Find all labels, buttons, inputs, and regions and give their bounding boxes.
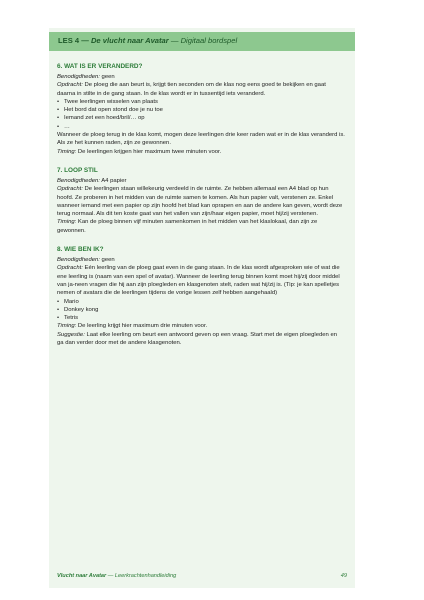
opdracht-label: Opdracht: — [57, 186, 83, 193]
section-7 — [57, 166, 345, 235]
list-item: • Twee leerlingen wisselen van plaats — [57, 98, 345, 106]
opdracht-text: De leerlingen staan willekeurig verdeeld in de ruimte. Ze hebben allemaal een A4 blad op hun hoofd. Ze proberen in het midden van de ruimte samen te komen. Als hun papier valt, verstenen ze. Enkel wanneer iemand met een papier op zijn hoofd het blad kan oprapen en aan de andere kan geven, wordt deze terug normaal. Als dit ten koste gaat van het vallen van zijn/haar eigen papier, moet hij/zij verstenen. — [57, 186, 343, 218]
benodigdheden-value: A4 papier — [99, 177, 127, 184]
timing-label: Timing: — [57, 219, 77, 226]
section-6 — [57, 62, 345, 156]
benodigdheden-value: geen — [99, 74, 115, 80]
list-item: • Iemand zet een hoed/bril/… op — [57, 114, 345, 122]
bullet-list — [57, 98, 345, 131]
list-item: • … — [57, 123, 345, 131]
suggestie — [57, 331, 345, 348]
benodigdheden-value: geen — [99, 257, 115, 264]
timing-label: Timing: — [57, 323, 77, 330]
list-item: • Mario — [57, 298, 345, 306]
header-subtitle: Digitaal bordspel — [180, 36, 238, 45]
opdracht-label: Opdracht: — [57, 82, 83, 89]
page-number: 49 — [340, 573, 347, 579]
header-bar — [49, 32, 355, 51]
benodigdheden — [57, 73, 345, 81]
timing-text: Kan de ploeg binnen vijf minuten samenkomen in het midden van het klaslokaal, dan zijn ze gewonnen. — [57, 219, 318, 234]
opdracht-text: Eén leerling van de ploeg gaat even in de gang staan. In de klas wordt afgesproken wie of wat die ene leerling is (naam van een spel of avatar). Wanneer de leerling terug binnen komt moet hij/zij door middel van ja-neen vragen die hij aan zijn ploegleden en klasgenoten stelt, raden wat hij/zij is. (Tip: je kan spelletjes nemen of avatars die de leerlingen tijdens de vorige lessen zelf hebben aangehaald) — [57, 265, 340, 297]
opdracht-label: Opdracht: — [57, 265, 83, 272]
timing — [57, 322, 345, 330]
timing — [57, 218, 345, 235]
opdracht — [57, 81, 345, 98]
section-title: 8. WIE BEN IK? — [57, 246, 104, 254]
footer-title: Vlucht naar Avatar — [57, 573, 107, 579]
timing-text: De leerling krijgt hier maximum drie minuten voor. — [76, 323, 208, 330]
section-title: 6. WAT IS ER VERANDERD? — [57, 63, 143, 70]
page — [49, 28, 355, 588]
benodigdheden — [57, 256, 345, 264]
header-book-title: De vlucht naar Avatar — [90, 36, 169, 45]
suggestie-text: Laat elke leerling om beurt een antwoord geven op een vraag. Start met de eigen ploegleden en ga dan verder door met de andere klasgenoten. — [57, 331, 338, 347]
suggestie-label: Suggestie: — [57, 331, 85, 338]
header-title — [58, 36, 237, 45]
benodigdheden — [57, 177, 345, 185]
after-text: Wanneer de ploeg terug in de klas komt, mogen deze leerlingen drie keer raden wat er in de klas veranderd is. Als ze het kunnen raden, zijn ze gewonnen. — [57, 132, 345, 147]
opdracht-text: De ploeg die aan beurt is, krijgt tien seconden om de klas nog eens goed te bekijken en gaat daarna in stilte in de gang staan. In de klas wordt er in tussentijd iets veranderd. — [57, 82, 326, 97]
benodigdheden-label: Benodigdheden: — [57, 257, 100, 264]
benodigdheden-label: Benodigdheden: — [57, 74, 100, 80]
timing-label: Timing: — [57, 148, 77, 155]
list-item: • Donkey kong — [57, 306, 345, 314]
header-dash: — — [168, 36, 181, 45]
header-les: LES 4 — — [58, 36, 89, 45]
opdracht — [57, 185, 345, 218]
benodigdheden-label: Benodigdheden: — [57, 177, 100, 184]
section-title: 7. LOOP STIL — [57, 166, 98, 174]
timing-text: De leerlingen krijgen hier maximum twee minuten voor. — [76, 148, 222, 155]
bullet-list — [57, 298, 345, 323]
footer — [57, 573, 347, 579]
footer-subtitle: — Leerkrachtenhandleiding — [106, 573, 177, 579]
list-item: • Tetris — [57, 314, 345, 322]
opdracht — [57, 264, 345, 297]
timing — [57, 148, 345, 156]
content — [57, 62, 345, 347]
section-8 — [57, 245, 345, 347]
list-item: • Het bord dat open stond doe je nu toe — [57, 106, 345, 114]
